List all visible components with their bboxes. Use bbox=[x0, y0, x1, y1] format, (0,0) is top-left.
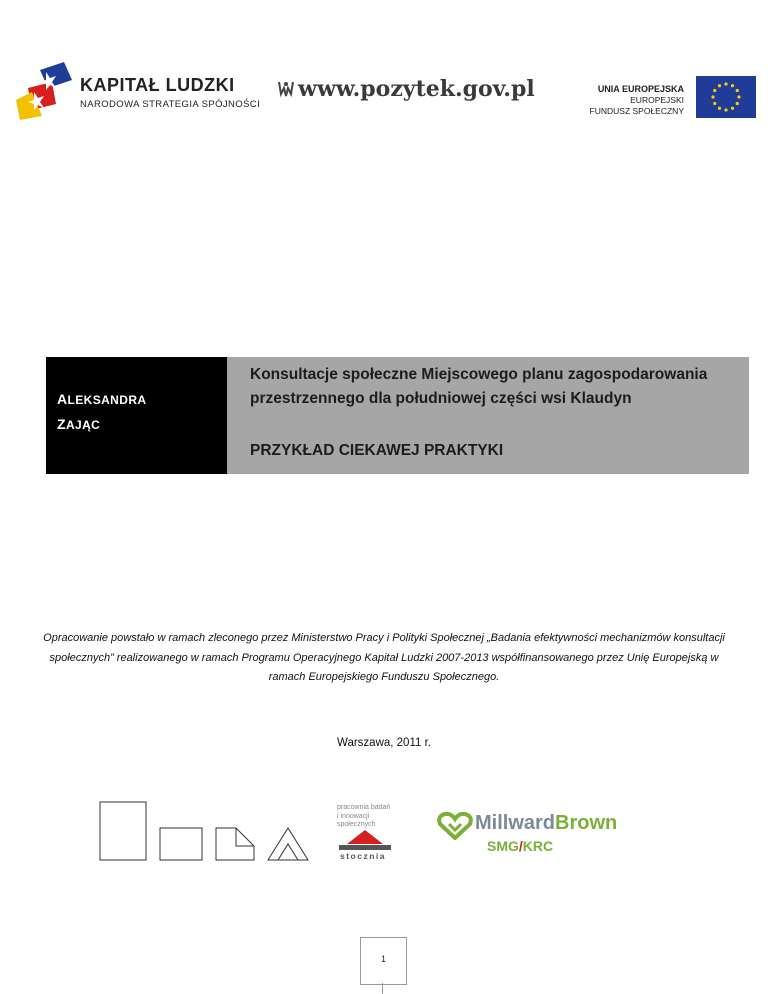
title-band bbox=[227, 357, 749, 474]
pozytek-hands-icon bbox=[276, 80, 296, 102]
pbi-line-3: społecznych bbox=[337, 821, 376, 828]
eu-star bbox=[713, 102, 716, 105]
eu-line-2: EUROPEJSKI bbox=[630, 95, 684, 105]
author-first-name: ALEKSANDRA bbox=[57, 391, 147, 407]
paper-folding-logo bbox=[96, 798, 326, 863]
eu-fund-label bbox=[590, 84, 684, 117]
eu-star bbox=[724, 82, 727, 85]
millward-brown-name bbox=[475, 812, 617, 835]
eu-star bbox=[736, 89, 739, 92]
stocznia-mark-icon bbox=[337, 830, 393, 850]
document-subtitle: PRZYKŁAD CIEKAWEJ PRAKTYKI bbox=[250, 442, 504, 459]
document-title: Konsultacje społeczne Miejscowego planu zagospodarowania przestrzennego dla południowej części wsi Klaudyn bbox=[250, 366, 708, 407]
eu-star bbox=[718, 84, 721, 87]
pozytek-url: www.pozytek.gov.pl bbox=[298, 76, 535, 102]
pbi-line-1: pracownia badań bbox=[337, 804, 391, 811]
pbi-line-2: i innowacji bbox=[337, 812, 370, 820]
eu-star bbox=[736, 102, 739, 105]
eu-star bbox=[731, 84, 734, 87]
millward-brown-sub bbox=[487, 838, 553, 854]
eu-star bbox=[713, 89, 716, 92]
mb-name-a: Millward bbox=[475, 812, 556, 834]
eu-line-3: FUNDUSZ SPOŁECZNY bbox=[589, 106, 684, 116]
kapital-ludzki-subtitle: NARODOWA STRATEGIA SPÓJNOŚCI bbox=[80, 99, 261, 110]
millward-brown-heart-icon bbox=[437, 812, 473, 840]
eu-star bbox=[737, 95, 740, 98]
eu-star bbox=[718, 107, 721, 110]
author-last-name: ZAJĄC bbox=[57, 416, 101, 432]
mb-sub-a: SMG bbox=[487, 838, 519, 854]
page-number: 1 bbox=[380, 954, 386, 964]
eu-star bbox=[731, 107, 734, 110]
author-band bbox=[46, 357, 227, 474]
eu-star bbox=[724, 108, 727, 111]
page-number-box bbox=[360, 937, 407, 985]
place-date: Warszawa, 2011 r. bbox=[337, 737, 431, 749]
mb-name-b: Brown bbox=[555, 812, 618, 834]
mb-sub-sep: / bbox=[518, 838, 523, 854]
kapital-ludzki-title: KAPITAŁ LUDZKI bbox=[80, 75, 235, 95]
eu-line-1: UNIA EUROPEJSKA bbox=[597, 84, 684, 94]
mb-sub-b: KRC bbox=[522, 838, 554, 854]
pbi-logo-text bbox=[337, 804, 390, 830]
eu-star bbox=[711, 95, 714, 98]
eu-flag-icon bbox=[696, 76, 756, 118]
stocznia-logo-text: stocznia bbox=[340, 851, 387, 861]
funding-note: Opracowanie powstało w ramach zleconego przez Ministerstwo Pracy i Polityki Społecznej „Badania efektywności mechanizmów konsultacji społecznych” realizowanego w ramach Programu Operacyjnego Kapitał Ludzki 2007-2013 współfinansowanego przez Unię Europejską w ramach Europejskiego Funduszu Społecznego. bbox=[43, 632, 725, 683]
page-number-line bbox=[382, 983, 383, 994]
